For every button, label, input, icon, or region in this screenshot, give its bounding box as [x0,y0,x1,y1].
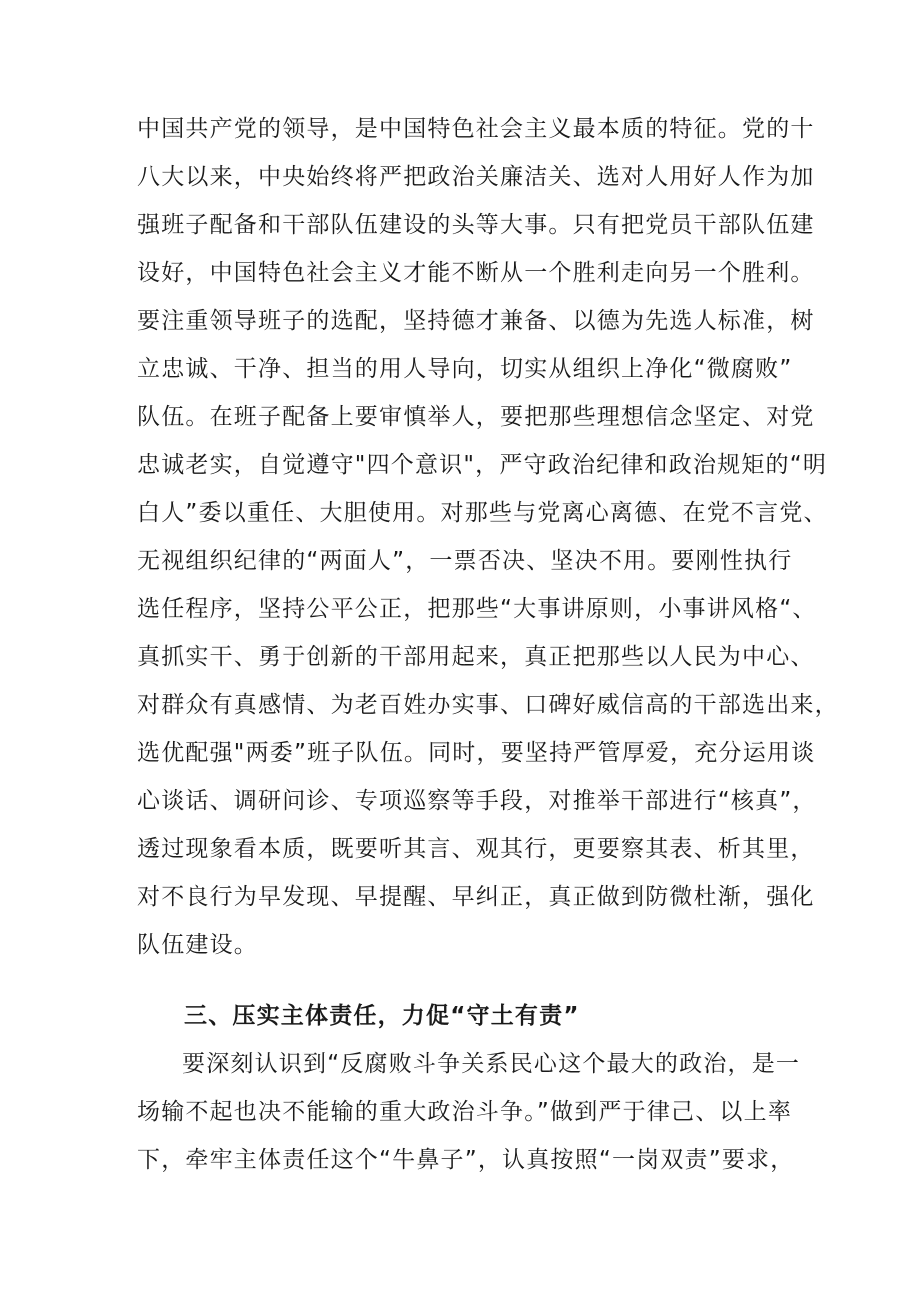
paragraph-1-line: 强班子配备和干部队伍建设的头等大事。只有把党员干部队伍建 [137,212,815,238]
section-heading: 三、压实主体责任，力促“守土有责” [184,1003,580,1029]
paragraph-1-line: 八大以来，中央始终将严把政治关廉洁关、选对人用好人作为加 [137,164,815,190]
paragraph-1-line: 立忠诚、干净、担当的用人导向，切实从组织上净化“微腐败” [137,356,793,382]
paragraph-2-line: 场输不起也决不能输的重大政治斗争。”做到严于律己、以上率 [137,1099,793,1125]
paragraph-1-line: 真抓实干、勇于创新的干部用起来，真正把那些以人民为中心、 [137,644,815,670]
paragraph-1-line: 忠诚老实，自觉遵守"四个意识"，严守政治纪律和政治规矩的“明 [137,452,828,478]
paragraph-1-line: 设好，中国特色社会主义才能不断从一个胜利走向另一个胜利。 [137,260,815,286]
paragraph-1-line: 队伍建设。 [137,932,258,958]
paragraph-2-line: 下，牵牢主体责任这个“牛鼻子”，认真按照“一岗双责”要求， [137,1147,795,1173]
paragraph-1-line: 要注重领导班子的选配，坚持德才兼备、以德为先选人标准，树 [137,308,815,334]
paragraph-1-line: 选任程序，坚持公平公正，把那些“大事讲原则，小事讲风格“、 [137,596,817,622]
paragraph-1-line: 选优配强"两委”班子队伍。同时，要坚持严管厚爱，充分运用谈 [137,740,816,766]
paragraph-1-line: 中国共产党的领导，是中国特色社会主义最本质的特征。党的十 [137,116,815,142]
paragraph-1-line: 对不良行为早发现、早提醒、早纠正，真正做到防微杜渐，强化 [137,884,815,910]
paragraph-1-line: 白人”委以重任、大胆使用。对那些与党离心离德、在党不言党、 [137,500,828,526]
paragraph-2-line: 要深刻认识到“反腐败斗争关系民心这个最大的政治，是一 [182,1051,801,1077]
paragraph-1-line: 无视组织纪律的“两面人”，一票否决、坚决不用。要刚性执行 [137,548,793,574]
paragraph-1-line: 心谈话、调研问诊、专项巡察等手段，对推举干部进行“核真”， [137,788,817,814]
paragraph-1-line: 队伍。在班子配备上要审慎举人，要把那些理想信念坚定、对党 [137,404,815,430]
paragraph-1-line: 对群众有真感情、为老百姓办实事、口碑好威信高的干部选出来， [137,692,839,718]
paragraph-1-line: 透过现象看本质，既要听其言、观其行，更要察其表、析其里， [137,836,815,862]
